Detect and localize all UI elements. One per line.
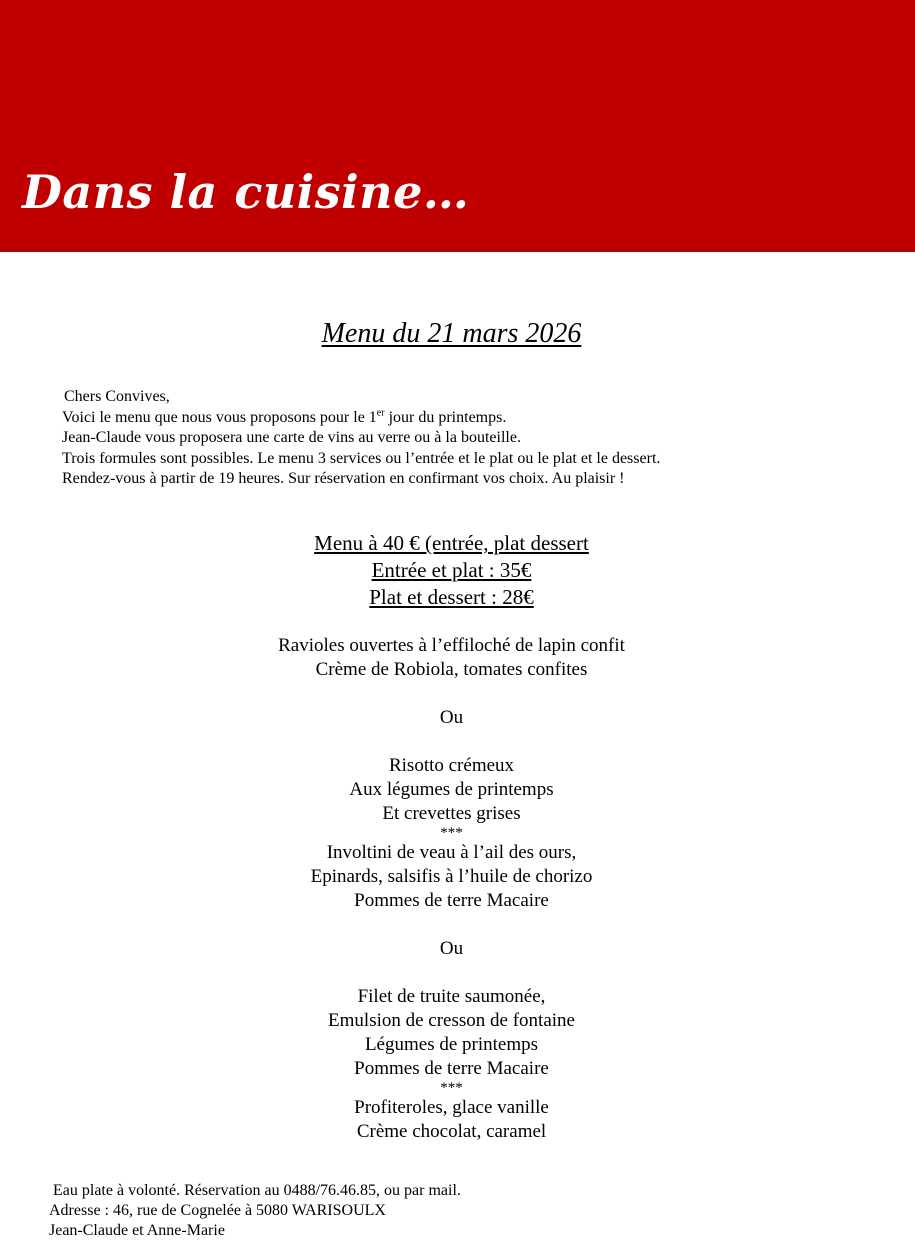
main-option-1-line: Involtini de veau à l’ail des ours, — [326, 842, 577, 863]
formula-item — [0, 530, 903, 557]
intro-paragraph — [62, 387, 660, 490]
footer-water-reservation: Eau plate à volonté. Réservation au 0488/76.46.85, ou par mail. — [53, 1182, 461, 1199]
menu-courses — [0, 634, 903, 1144]
starter-option-2-line: Aux légumes de printemps — [349, 779, 554, 800]
main-option-2-line: Filet de truite saumonée, — [357, 986, 546, 1007]
footer-address: Adresse : 46, rue de Cognelée à 5080 WARISOULX — [49, 1202, 386, 1219]
formula-main-dessert: Plat et dessert : 28€ — [369, 585, 534, 609]
main-option-2-line: Légumes de printemps — [364, 1034, 539, 1055]
main-or-separator: Ou — [439, 938, 464, 959]
intro-greeting: Chers Convives, — [64, 388, 170, 405]
menu-title: Menu du 21 mars 2026 — [321, 318, 582, 349]
starter-or-separator: Ou — [439, 707, 464, 728]
header-banner — [0, 0, 915, 252]
dessert-line: Crème chocolat, caramel — [356, 1121, 547, 1142]
intro-line-1 — [62, 408, 660, 429]
intro-line-1-text: Voici le menu que nous vous proposons pour le 1 — [62, 408, 377, 426]
formula-starter-main: Entrée et plat : 35€ — [371, 558, 532, 582]
starter-option-1-line: Ravioles ouvertes à l’effiloché de lapin confit — [278, 635, 625, 656]
formula-item — [0, 584, 903, 611]
footer-info — [49, 1181, 461, 1241]
restaurant-title: Dans la cuisine… — [22, 165, 470, 219]
footer-signature: Jean-Claude et Anne-Marie — [49, 1222, 225, 1239]
intro-line-2: Jean-Claude vous proposera une carte de vins au verre ou à la bouteille. — [62, 429, 521, 446]
starter-option-2-line: Risotto crémeux — [388, 755, 515, 776]
formula-menu-full: Menu à 40 € (entrée, plat dessert — [314, 531, 589, 555]
main-section — [0, 841, 903, 1081]
main-option-1-line: Epinards, salsifis à l’huile de chorizo — [310, 866, 593, 887]
intro-line-1-text-end: jour du printemps. — [384, 408, 507, 426]
starter-option-2-line: Et crevettes grises — [382, 803, 521, 824]
intro-line-4: Rendez-vous à partir de 19 heures. Sur réservation en confirmant vos choix. Au plaisir ! — [62, 470, 625, 487]
dessert-line: Profiteroles, glace vanille — [354, 1097, 549, 1118]
starter-section — [0, 634, 903, 826]
intro-line-3: Trois formules sont possibles. Le menu 3 services ou l’entrée et le plat ou le plat et le dessert. — [62, 449, 661, 467]
dessert-section — [0, 1096, 903, 1144]
starter-option-1-line: Crème de Robiola, tomates confites — [315, 659, 588, 680]
formula-item — [0, 557, 903, 584]
course-separator-stars: *** — [440, 825, 463, 841]
course-separator-stars: *** — [440, 1080, 463, 1096]
main-option-2-line: Pommes de terre Macaire — [354, 1058, 549, 1079]
main-option-2-line: Emulsion de cresson de fontaine — [328, 1010, 575, 1031]
formula-list — [0, 530, 903, 611]
main-option-1-line: Pommes de terre Macaire — [354, 890, 549, 911]
intro-line-1-superscript: er — [376, 407, 385, 419]
